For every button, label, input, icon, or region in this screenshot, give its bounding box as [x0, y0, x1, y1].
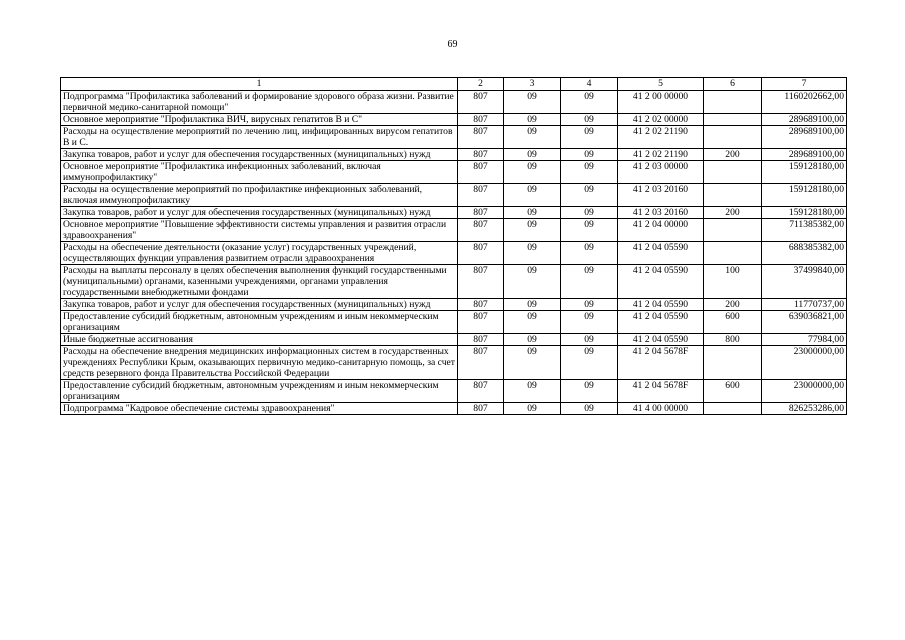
row-name: Расходы на выплаты персоналу в целях обеспечения выполнения функций государственными (муниципальными) органами, казенными учреждениями, органами управления государственными внебюджетными фондами [61, 265, 458, 299]
ministry-code: 807 [458, 114, 504, 126]
expense-type-code [704, 184, 762, 207]
row-name: Закупка товаров, работ и услуг для обеспечения государственных (муниципальных) нужд [61, 299, 458, 311]
ministry-code: 807 [458, 380, 504, 403]
target-article-code: 41 2 04 05590 [618, 334, 704, 346]
table-row [61, 380, 847, 403]
row-name: Иные бюджетные ассигнования [61, 334, 458, 346]
subsection-code: 09 [561, 149, 618, 161]
expense-type-code: 200 [704, 149, 762, 161]
amount: 77984,00 [762, 334, 847, 346]
header-cell: 5 [618, 78, 704, 91]
table-row [61, 126, 847, 149]
table-row [61, 161, 847, 184]
expense-type-code [704, 91, 762, 114]
header-row [61, 78, 847, 91]
expense-type-code: 200 [704, 207, 762, 219]
table-row [61, 334, 847, 346]
target-article-code: 41 2 04 05590 [618, 265, 704, 299]
target-article-code: 41 2 04 5678F [618, 346, 704, 380]
expense-type-code [704, 126, 762, 149]
row-name: Предоставление субсидий бюджетным, автономным учреждениям и иным некоммерческим организациям [61, 380, 458, 403]
subsection-code: 09 [561, 299, 618, 311]
expense-type-code: 100 [704, 265, 762, 299]
row-name: Предоставление субсидий бюджетным, автономным учреждениям и иным некоммерческим организациям [61, 311, 458, 334]
subsection-code: 09 [561, 403, 618, 415]
header-cell: 6 [704, 78, 762, 91]
subsection-code: 09 [561, 380, 618, 403]
amount: 826253286,00 [762, 403, 847, 415]
ministry-code: 807 [458, 91, 504, 114]
budget-table [60, 77, 847, 415]
section-code: 09 [504, 161, 561, 184]
section-code: 09 [504, 311, 561, 334]
expense-type-code: 600 [704, 380, 762, 403]
subsection-code: 09 [561, 161, 618, 184]
header-cell: 2 [458, 78, 504, 91]
amount: 289689100,00 [762, 149, 847, 161]
table-row [61, 91, 847, 114]
target-article-code: 41 2 02 21190 [618, 126, 704, 149]
section-code: 09 [504, 126, 561, 149]
subsection-code: 09 [561, 265, 618, 299]
table-row [61, 346, 847, 380]
table-row [61, 299, 847, 311]
expense-type-code: 200 [704, 299, 762, 311]
target-article-code: 41 2 03 20160 [618, 184, 704, 207]
table-row [61, 184, 847, 207]
section-code: 09 [504, 334, 561, 346]
section-code: 09 [504, 114, 561, 126]
header-cell: 1 [61, 78, 458, 91]
amount: 711385382,00 [762, 219, 847, 242]
row-name: Основное мероприятие "Профилактика инфекционных заболеваний, включая иммунопрофилактику" [61, 161, 458, 184]
table-row [61, 207, 847, 219]
section-code: 09 [504, 91, 561, 114]
amount: 159128180,00 [762, 184, 847, 207]
row-name: Подпрограмма "Профилактика заболеваний и формирование здорового образа жизни. Развитие первичной медико-санитарной помощи" [61, 91, 458, 114]
table-row [61, 114, 847, 126]
section-code: 09 [504, 346, 561, 380]
target-article-code: 41 4 00 00000 [618, 403, 704, 415]
target-article-code: 41 2 04 05590 [618, 242, 704, 265]
amount: 289689100,00 [762, 126, 847, 149]
row-name: Закупка товаров, работ и услуг для обеспечения государственных (муниципальных) нужд [61, 207, 458, 219]
subsection-code: 09 [561, 346, 618, 380]
expense-type-code [704, 114, 762, 126]
table-row [61, 311, 847, 334]
section-code: 09 [504, 219, 561, 242]
subsection-code: 09 [561, 334, 618, 346]
row-name: Подпрограмма "Кадровое обеспечение системы здравоохранения" [61, 403, 458, 415]
table-row [61, 242, 847, 265]
expense-type-code [704, 403, 762, 415]
target-article-code: 41 2 04 5678F [618, 380, 704, 403]
amount: 159128180,00 [762, 207, 847, 219]
header-cell: 7 [762, 78, 847, 91]
row-name: Закупка товаров, работ и услуг для обеспечения государственных (муниципальных) нужд [61, 149, 458, 161]
ministry-code: 807 [458, 242, 504, 265]
ministry-code: 807 [458, 346, 504, 380]
target-article-code: 41 2 02 21190 [618, 149, 704, 161]
amount: 688385382,00 [762, 242, 847, 265]
target-article-code: 41 2 00 00000 [618, 91, 704, 114]
header-cell: 4 [561, 78, 618, 91]
expense-type-code [704, 219, 762, 242]
section-code: 09 [504, 380, 561, 403]
subsection-code: 09 [561, 184, 618, 207]
amount: 1160202662,00 [762, 91, 847, 114]
ministry-code: 807 [458, 207, 504, 219]
section-code: 09 [504, 207, 561, 219]
subsection-code: 09 [561, 91, 618, 114]
amount: 639036821,00 [762, 311, 847, 334]
table-row [61, 403, 847, 415]
amount: 159128180,00 [762, 161, 847, 184]
subsection-code: 09 [561, 126, 618, 149]
amount: 11770737,00 [762, 299, 847, 311]
section-code: 09 [504, 403, 561, 415]
amount: 23000000,00 [762, 380, 847, 403]
row-name: Расходы на осуществление мероприятий по лечению лиц, инфицированных вирусом гепатитов В и С. [61, 126, 458, 149]
table-row [61, 265, 847, 299]
subsection-code: 09 [561, 219, 618, 242]
expense-type-code: 600 [704, 311, 762, 334]
header-cell: 3 [504, 78, 561, 91]
subsection-code: 09 [561, 242, 618, 265]
section-code: 09 [504, 149, 561, 161]
ministry-code: 807 [458, 299, 504, 311]
ministry-code: 807 [458, 126, 504, 149]
row-name: Расходы на обеспечение внедрения медицинских информационных систем в государственных учреждениях Республики Крым, оказывающих первичную медико-санитарную помощь, за счет средств резервного фонда Правительства Российской Федерации [61, 346, 458, 380]
ministry-code: 807 [458, 184, 504, 207]
ministry-code: 807 [458, 403, 504, 415]
expense-type-code [704, 346, 762, 380]
ministry-code: 807 [458, 219, 504, 242]
section-code: 09 [504, 184, 561, 207]
expense-type-code: 800 [704, 334, 762, 346]
row-name: Основное мероприятие "Профилактика ВИЧ, вирусных гепатитов В и С" [61, 114, 458, 126]
row-name: Расходы на обеспечение деятельности (оказание услуг) государственных учреждений, осуществляющих функции управления развитием отрасли здравоохранения [61, 242, 458, 265]
expense-type-code [704, 161, 762, 184]
table-row [61, 219, 847, 242]
page-number: 69 [447, 39, 458, 50]
target-article-code: 41 2 04 05590 [618, 299, 704, 311]
target-article-code: 41 2 04 05590 [618, 311, 704, 334]
ministry-code: 807 [458, 161, 504, 184]
section-code: 09 [504, 242, 561, 265]
table-body [61, 91, 847, 415]
section-code: 09 [504, 265, 561, 299]
target-article-code: 41 2 03 20160 [618, 207, 704, 219]
ministry-code: 807 [458, 334, 504, 346]
subsection-code: 09 [561, 114, 618, 126]
table-row [61, 149, 847, 161]
ministry-code: 807 [458, 149, 504, 161]
section-code: 09 [504, 299, 561, 311]
expense-type-code [704, 242, 762, 265]
target-article-code: 41 2 03 00000 [618, 161, 704, 184]
ministry-code: 807 [458, 311, 504, 334]
ministry-code: 807 [458, 265, 504, 299]
amount: 289689100,00 [762, 114, 847, 126]
amount: 37499840,00 [762, 265, 847, 299]
subsection-code: 09 [561, 207, 618, 219]
target-article-code: 41 2 02 00000 [618, 114, 704, 126]
amount: 23000000,00 [762, 346, 847, 380]
row-name: Расходы на осуществление мероприятий по профилактике инфекционных заболеваний, включая иммунопрофилактику [61, 184, 458, 207]
subsection-code: 09 [561, 311, 618, 334]
target-article-code: 41 2 04 00000 [618, 219, 704, 242]
row-name: Основное мероприятие "Повышение эффективности системы управления и развития отрасли здравоохранения" [61, 219, 458, 242]
